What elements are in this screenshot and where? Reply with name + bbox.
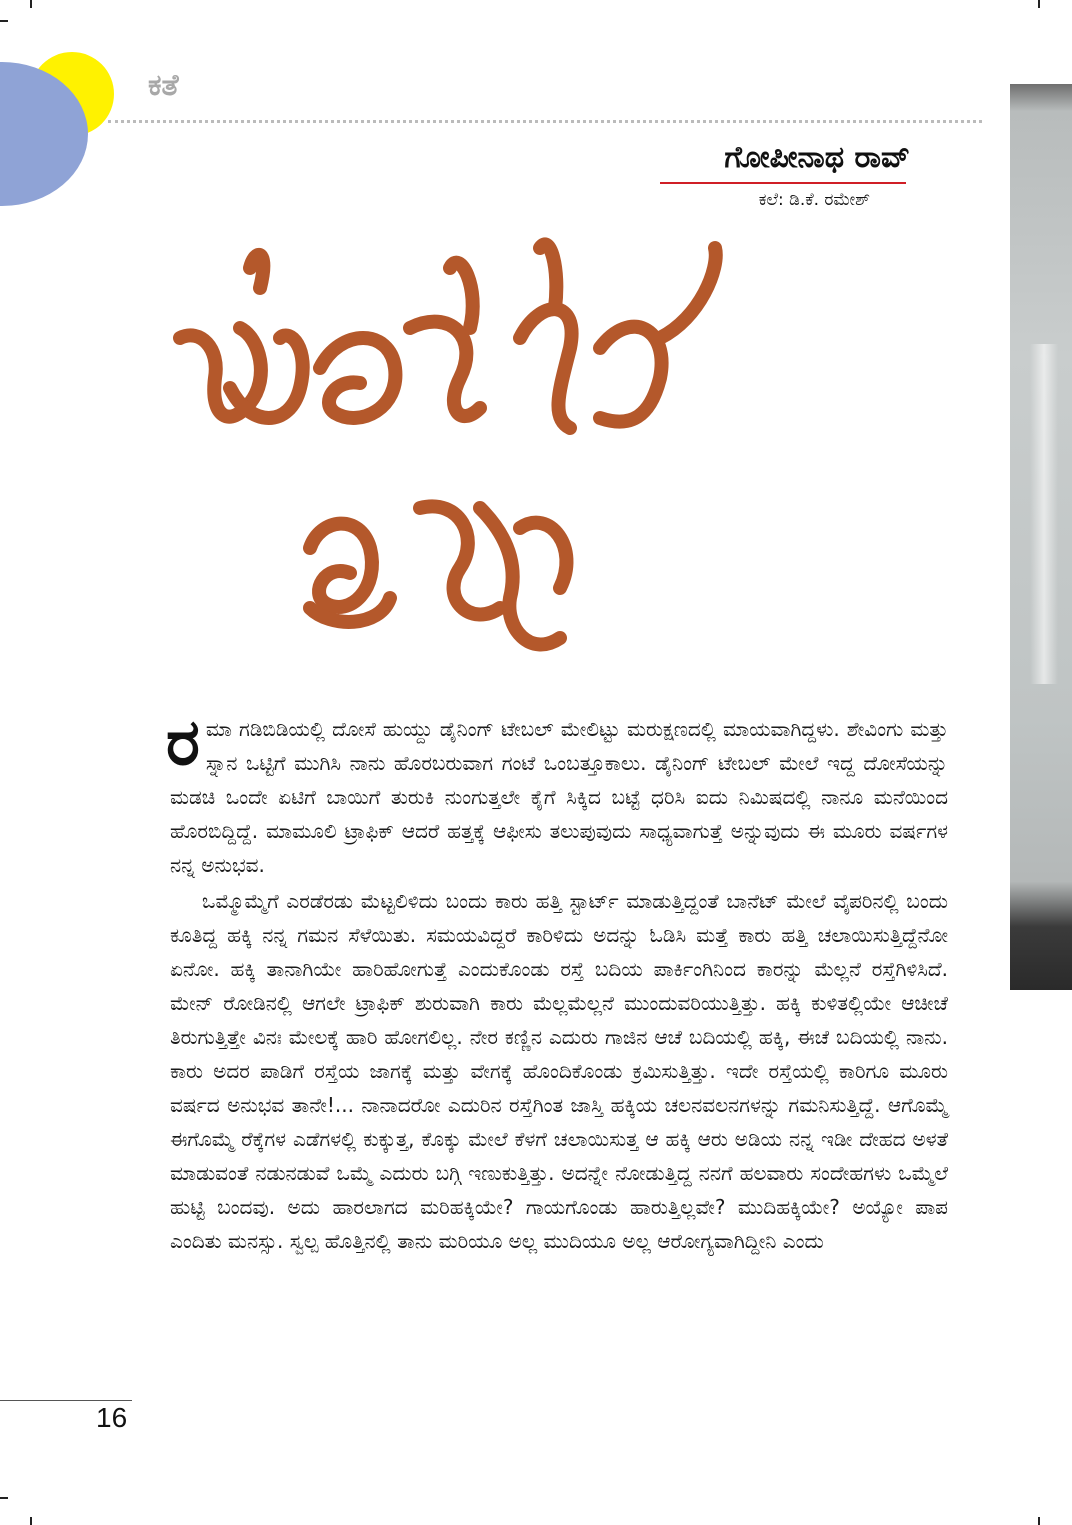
page-number: 16 (96, 1402, 128, 1433)
dotted-divider (108, 120, 982, 123)
crop-mark-bottom-right (1038, 1517, 1040, 1525)
drop-cap: ರ (166, 706, 200, 780)
paragraph-2: ಒಮ್ಮೊಮ್ಮೆಗೆ ಎರಡೆರಡು ಮೆಟ್ಟಲಿಳಿದು ಬಂದು ಕಾರು ಹತ್ತಿ ಸ್ಟಾರ್ಟ್ ಮಾಡುತ್ತಿದ್ದಂತೆ ಬಾನೆಟ್ ಮೇಲೆ ವೈಪರಿನಲ್ಲಿ ಬಂದು ಕೂತಿದ್ದ ಹಕ್ಕಿ ನನ್ನ ಗಮನ ಸೆಳೆಯಿತು. ಸಮಯವಿದ್ದರೆ ಕಾರಿಳಿದು ಅದನ್ನು ಓಡಿಸಿ ಮತ್ತೆ ಕಾರು ಹತ್ತಿ ಚಲಾಯಿಸುತ್ತಿದ್ದೆನೋ ಏನೋ. ಹಕ್ಕಿ ತಾನಾಗಿಯೇ ಹಾರಿಹೋಗುತ್ತೆ ಎಂದುಕೊಂಡು ರಸ್ತೆ ಬದಿಯ ಪಾರ್ಕಿಂಗಿನಿಂದ ಕಾರನ್ನು ಮೆಲ್ಲನೆ ರಸ್ತೆಗಿಳಿಸಿದೆ. ಮೇನ್ ರೋಡಿನಲ್ಲಿ ಆಗಲೇ ಟ್ರಾಫಿಕ್ ಶುರುವಾಗಿ ಕಾರು ಮೆಲ್ಲಮೆಲ್ಲನೆ ಮುಂದುವರಿಯುತ್ತಿತ್ತು. ಹಕ್ಕಿ ಕುಳಿತಲ್ಲಿಯೇ ಆಚೀಚೆ ತಿರುಗುತ್ತಿತ್ತೇ ವಿನಃ ಮೇಲಕ್ಕೆ ಹಾರಿ ಹೋಗಲಿಲ್ಲ. ನೇರ ಕಣ್ಣಿನ ಎದುರು ಗಾಜಿನ ಆಚೆ ಬದಿಯಲ್ಲಿ ಹಕ್ಕಿ, ಈಚೆ ಬದಿಯಲ್ಲಿ ನಾನು. ಕಾರು ಅದರ ಪಾಡಿಗೆ ರಸ್ತೆಯ ಜಾಗಕ್ಕೆ ಮತ್ತು ವೇಗಕ್ಕೆ ಹೊಂದಿಕೊಂಡು ಕ್ರಮಿಸುತ್ತಿತ್ತು. ಇದೇ ರಸ್ತೆಯಲ್ಲಿ ಕಾರಿಗೂ ಮೂರು ವರ್ಷದ ಅನುಭವ ತಾನೇ!... ನಾನಾದರೋ ಎದುರಿನ ರಸ್ತೆಗಿಂತ ಜಾಸ್ತಿ ಹಕ್ಕಿಯ ಚಲನವಲನಗಳನ್ನು ಗಮನಿಸುತ್ತಿದ್ದೆ. ಆಗೊಮ್ಮೆ ಈಗೊಮ್ಮೆ ರೆಕ್ಕೆಗಳ ಎಡೆಗಳಲ್ಲಿ ಕುಕ್ಕುತ್ತ, ಕೊಕ್ಕು ಮೇಲೆ ಕೆಳಗೆ ಚಲಾಯಿಸುತ್ತ ಆ ಹಕ್ಕಿ ಆರು ಅಡಿಯ ನನ್ನ ಇಡೀ ದೇಹದ ಅಳತೆ ಮಾಡುವಂತೆ ನಡುನಡುವೆ ಒಮ್ಮೆ ಎದುರು ಬಗ್ಗಿ ಇಣುಕುತ್ತಿತ್ತು. ಅದನ್ನೇ ನೋಡುತ್ತಿದ್ದ ನನಗೆ ಹಲವಾರು ಸಂದೇಹಗಳು ಒಮ್ಮೆಲೆ ಹುಟ್ಟಿ ಬಂದವು. ಅದು ಹಾರಲಾಗದ ಮರಿಹಕ್ಕಿಯೇ? ಗಾಯಗೊಂಡು ಹಾರುತ್ತಿಲ್ಲವೇ? ಮುದಿಹಕ್ಕಿಯೇ? ಅಯ್ಯೋ ಪಾಪ ಎಂದಿತು ಮನಸ್ಸು. ಸ್ವಲ್ಪ ಹೊತ್ತಿನಲ್ಲಿ ತಾನು ಮರಿಯೂ ಅಲ್ಲ ಮುದಿಯೂ ಅಲ್ಲ ಆರೋಗ್ಯವಾಗಿದ್ದೀನಿ ಎಂದು (170, 889, 948, 1253)
crop-mark-left-top (0, 20, 8, 22)
footer-rule (0, 1400, 132, 1401)
artist-credit: ಕಲೆ: ಡಿ.ಕೆ. ರಮೇಶ್ (758, 190, 870, 210)
author-name: ಗೋಪೀನಾಥ ರಾವ್ (724, 140, 910, 175)
article-body (166, 706, 948, 1258)
author-underline (660, 182, 906, 184)
crop-mark-top-right (1038, 0, 1040, 8)
section-label: ಕತೆ (148, 68, 179, 103)
crop-mark-bottom-left (30, 1517, 32, 1525)
crop-mark-left-bottom (0, 1497, 8, 1499)
paragraph-1-text: ಮಾ ಗಡಿಬಿಡಿಯಲ್ಲಿ ದೋಸೆ ಹುಯ್ದು ಡೈನಿಂಗ್ ಟೇಬಲ್ ಮೇಲಿಟ್ಟು ಮರುಕ್ಷಣದಲ್ಲಿ ಮಾಯವಾಗಿದ್ದಳು. ಶೇವಿಂಗು ಮತ್ತು ಸ್ನಾನ ಒಟ್ಟಿಗೆ ಮುಗಿಸಿ ನಾನು ಹೊರಬರುವಾಗ ಗಂಟೆ ಒಂಬತ್ತೂಕಾಲು. ಡೈನಿಂಗ್ ಟೇಬಲ್ ಮೇಲೆ ಇದ್ದ ದೋಸೆಯನ್ನು ಮಡಚಿ ಒಂದೇ ಏಟಿಗೆ ಬಾಯಿಗೆ ತುರುಕಿ ನುಂಗುತ್ತಲೇ ಕೈಗೆ ಸಿಕ್ಕಿದ ಬಟ್ಟೆ ಧರಿಸಿ ಐದು ನಿಮಿಷದಲ್ಲಿ ನಾನೂ ಮನೆಯಿಂದ ಹೊರಬಿದ್ದಿದ್ದೆ. ಮಾಮೂಲಿ ಟ್ರಾಫಿಕ್ ಆದರೆ ಹತ್ತಕ್ಕೆ ಆಫೀಸು ತಲುಪುವುದು ಸಾಧ್ಯವಾಗುತ್ತೆ ಅನ್ನುವುದು ಈ ಮೂರು ವರ್ಷಗಳ ನನ್ನ ಅನುಭವ. (170, 717, 948, 877)
side-photo-strip (1010, 84, 1072, 990)
crop-mark-top-left (30, 0, 32, 8)
story-title-calligraphy (160, 228, 730, 698)
paragraph-1 (166, 706, 948, 882)
